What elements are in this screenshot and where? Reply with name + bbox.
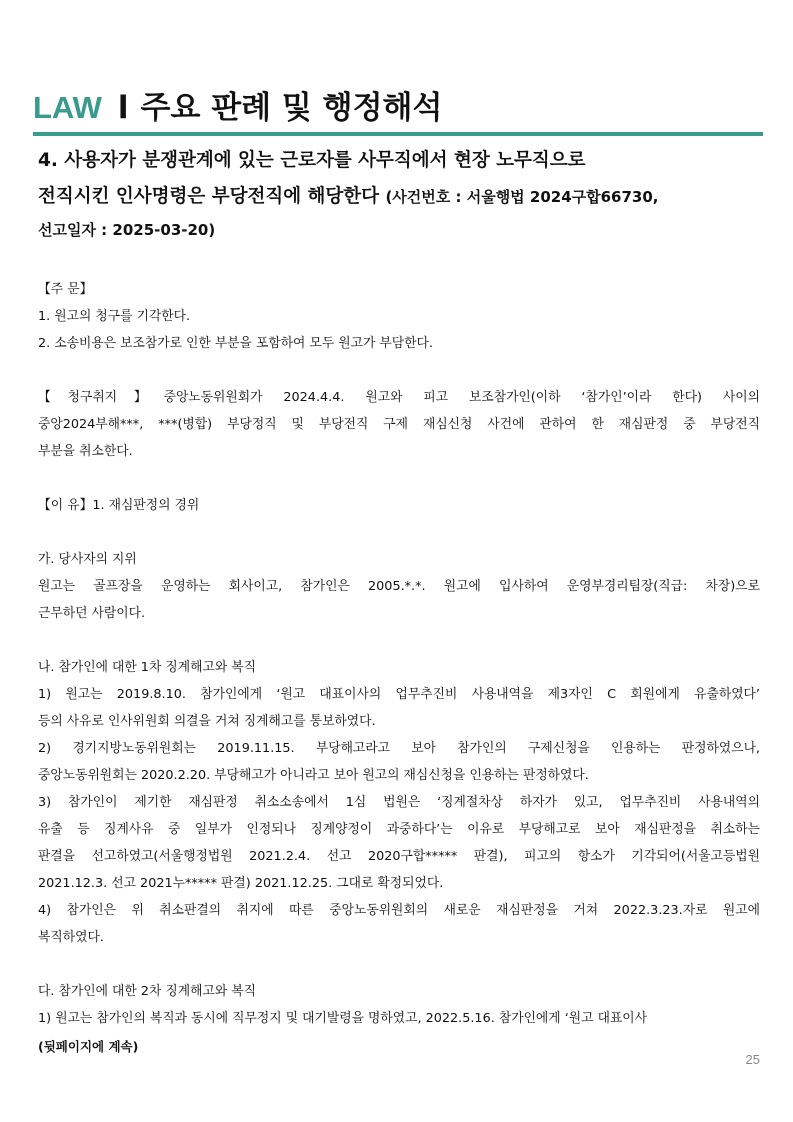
paragraph-line: 근무하던 사람이다. <box>38 606 146 621</box>
section-b-heading: 나. 참가인에 대한 1차 징계해고와 복직 <box>38 660 256 675</box>
paragraph-line: 유출 등 징계사유 중 일부가 인정되나 징계양정이 과중하다’는 이유로 부당해고로 보아 재심판정을 취소하는 <box>38 822 760 837</box>
order-heading: 【주 문】 <box>38 282 93 297</box>
case-number: (사건번호 : 서울행법 2024구합66730, <box>385 188 659 206</box>
section-c-heading: 다. 참가인에 대한 2차 징계해고와 복직 <box>38 984 256 999</box>
spacer <box>38 627 760 654</box>
spacer <box>38 951 760 978</box>
paragraph-line: 판결을 선고하였고(서울행정법원 2021.2.4. 선고 2020구합***** 판결), 피고의 항소가 기각되어(서울고등법원 <box>38 849 760 864</box>
paragraph-line: 1) 원고는 2019.8.10. 참가인에게 ‘원고 대표이사의 업무추진비 사용내역을 제3자인 C 회원에게 유출하였다’ <box>38 687 760 702</box>
spacer <box>38 357 760 384</box>
paragraph-line: 원고는 골프장을 운영하는 회사이고, 참가인은 2005.*.*. 원고에 입사하여 운영부경리팀장(직급: 차장)으로 <box>38 579 760 594</box>
paragraph-line: 중앙노동위원회는 2020.2.20. 부당해고가 아니라고 보아 원고의 재심신청을 인용하는 판정하였다. <box>38 768 589 783</box>
section-a-heading: 가. 당사자의 지위 <box>38 552 137 567</box>
paragraph-line: 3) 참가인이 제기한 재심판정 취소소송에서 1심 법원은 ‘징계절차상 하자가 있고, 업무추진비 사용내역의 <box>38 795 760 810</box>
reason-heading: 【이 유】1. 재심판정의 경위 <box>38 498 200 513</box>
paragraph-line: 2) 경기지방노동위원회는 2019.11.15. 부당해고라고 보아 참가인의 구제신청을 인용하는 판정하였으나, <box>38 741 760 756</box>
paragraph-line: 등의 사유로 인사위원회 의결을 거쳐 징계해고를 통보하였다. <box>38 714 376 729</box>
paragraph-line: 복직하였다. <box>38 930 104 945</box>
paragraph-line: 2021.12.3. 선고 2021누***** 판결) 2021.12.25. 그대로 확정되었다. <box>38 876 444 891</box>
spacer <box>38 465 760 492</box>
paragraph-line: 1) 원고는 참가인의 복직과 동시에 직무정지 및 대기발령을 명하였고, 2022.5.16. 참가인에게 ‘원고 대표이사 <box>38 1011 648 1026</box>
page-number: 25 <box>745 1052 760 1067</box>
claim-line: 【청구취지】중앙노동위원회가 2024.4.4. 원고와 피고 보조참가인(이하 ‘참가인’이라 한다) 사이의 <box>38 390 760 405</box>
claim-line: 중앙2024부해***, ***(병합) 부당정직 및 부당전직 구제 재심신청 사건에 관하여 한 재심판정 중 부당전직 <box>38 417 760 432</box>
header-separator: l <box>117 90 129 126</box>
spacer <box>38 519 760 546</box>
order-item-2: 2. 소송비용은 보조참가로 인한 부분을 포함하여 모두 원고가 부담한다. <box>38 336 433 351</box>
case-title <box>38 143 760 245</box>
claim-line: 부분을 취소한다. <box>38 444 133 459</box>
section-header <box>33 84 763 132</box>
paragraph-line: 4) 참가인은 위 취소판결의 취지에 따른 중앙노동위원회의 새로운 재심판정을 거쳐 2022.3.23.자로 원고에 <box>38 903 760 918</box>
order-item-1: 1. 원고의 청구를 기각한다. <box>38 309 191 324</box>
case-title-text: 전직시킨 인사명령은 부당전직에 해당한다 <box>38 186 386 207</box>
case-date: 선고일자 : 2025-03-20) <box>38 221 216 239</box>
law-brand: LAW <box>33 90 102 125</box>
case-title-line-1: 4. 사용자가 분쟁관계에 있는 근로자를 사무직에서 현장 노무직으로 <box>38 150 586 171</box>
header-title: 주요 판례 및 행정해석 <box>140 90 443 126</box>
case-title-line-2 <box>38 179 760 215</box>
continued-note: (뒷페이지에 계속) <box>38 1039 139 1054</box>
header-rule <box>33 132 763 136</box>
document-body <box>38 276 760 1032</box>
